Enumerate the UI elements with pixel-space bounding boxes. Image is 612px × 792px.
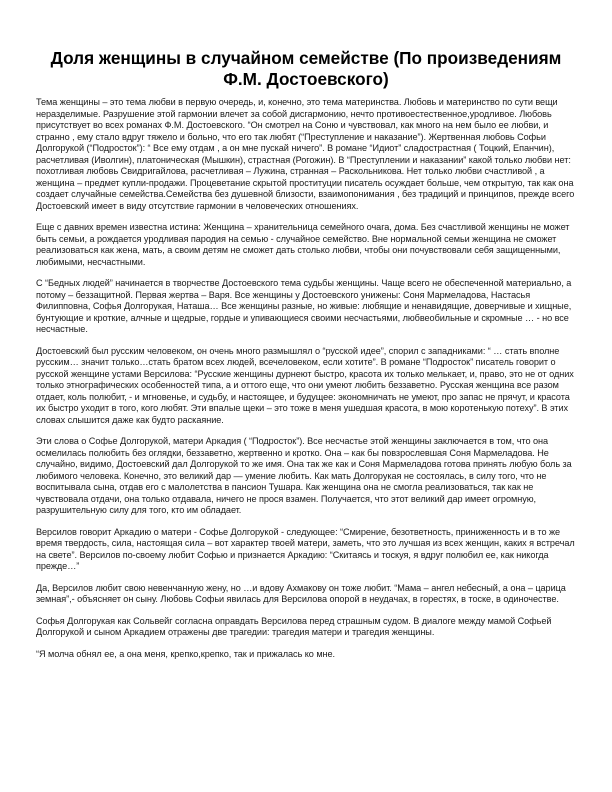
paragraph: Да, Версилов любит свою невенчанную жену, но …и вдову Ахмакову он тоже любит. “Мама – ангел небесный, а она – царица земная”,- объясняет он сыну. Любовь Софьи явилась для Версилова опорой в неудачах, в горестях, в тоске, в одиночестве. <box>36 582 566 604</box>
paragraph: Софья Долгорукая как Сольвейг согласна оправдать Версилова перед страшным судом. В диалоге между мамой Софьей Долгорукой и сыном Аркадием отражены две трагедии: трагедия матери и трагедия женщины. <box>36 615 552 637</box>
paragraph: Версилов говорит Аркадию о матери - Софье Долгорукой - следующее: “Смирение, безответность, приниженность и в то же время твердость, сила, настоящая сила – вот характер твоей матери, заметь, что это лучшая из всех женщин, каких я встречал на свете”. Версилов по-своему любит Софью и признается Аркадию: “Скитаясь и тоскуя, я вдруг полюбил ее, как никогда прежде…” <box>36 526 575 571</box>
paragraph: Еще с давних времен известна истина: Женщина – хранительница семейного очага, дома. Без счастливой женщины не может быть семьи, а рождается уродливая пародия на семью - случайное семейство. Вне нормальной семьи женщина не сможет реализоваться как жена, мать, а своим детям не сможет дать столько любви, чтобы они почувствовали себя защищенными, любимыми, несчастными. <box>36 222 570 267</box>
paragraph: Достоевский был русским человеком, он очень много размышлял о “русской идее”, спорил с западниками: “ … стать вполне русским… значит только…стать братом всех людей, всечеловеком, если хотите”. В романе “Подросток” писатель говорит о русской женщине устами Версилова: “Русские женщины дурнеют быстро, красота их только мелькает, и, право, это не от одних только этнографических особенностей типа, а и оттого еще, что они умеют любить беззаветно. Русская женщина все разом отдает, коль полюбит, - и мгновенье, и судьбу, и настоящее, и будущее: экономничать не умеют, про запас не прячут, и красота их быстро уходит в того, кого любят. Эти впалые щеки – это тоже в меня ушедшая красота, в мою коротенькую потеху”. В этих словах слышится даже как будто раскаяние. <box>36 345 574 425</box>
paragraph: Тема женщины – это тема любви в первую очередь, и, конечно, это тема материнства. Любовь и материнство по сути вещи неразделимые. Разрушение этой гармонии влечет за собой дисгармонию, нечто противоестественное,уродливое. Любовь присутствует во всех романах Ф.М. Достоевского. “Он смотрел на Соню и чувствовал, как много на нем было ее любви, и странно , ему стало вдруг тяжело и больно, что его так любят (“Преступление и наказание”). Жертвенная любовь Софьи Долгорукой (“Подросток”): “ Все ему отдам , а он мне пускай ничего”. В романе “Идиот” сладострастная ( Тоцкий, Епанчин), расчетливая (Иволгин), платоническая (Мышкин), страстная (Рогожин). В “Преступлении и наказании” какой только любви нет: похотливая любовь Свидригайлова, расчетливая – Лужина, странная – Раскольникова. Нет только любви счастливой , а женщина – предмет купли-продажи. Процеветание скрытой проституции писатель осуждает больше, чем открытую, так как она создает случайные семейства.Семейства без душевной близости, взаимопонимания , без традиций и принципов, прежде всего Достоевский имеет в виду отсутствие гармонии в человеческих отношениях. <box>36 97 575 211</box>
document-page <box>36 48 576 670</box>
paragraph: С “Бедных людей” начинается в творчестве Достоевского тема судьбы женщины. Чаще всего не обеспеченной материально, а потому – беззащитной. Первая жертва – Варя. Все женщины у Достоевского унижены: Соня Мармеладова, Настасья Филипповна, Софья Долгорукая, Наташа… Все женщины разные, но живые: любящие и ненавидящие, доверчивые и хищные, бунтующие и кроткие, алчные и щедрые, гордые и упивающиеся своими несчастьями, любвеобильные и скромные … - но все несчастные. <box>36 278 572 334</box>
paragraph: Эти слова о Софье Долгорукой, матери Аркадия ( “Подросток”). Все несчастье этой женщины заключается в том, что она осмелилась полюбить без оглядки, беззаветно, жертвенно и кротко. Она – как бы повзрослевшая Соня Мармеладова. Не случайно, видимо, Достоевский дал Долгорукой то же имя. Она так же как и Соня Мармеладова готова принять любую боль за любимого человека. Конечно, это великий дар — умение любить. Как мать Долгорукая не состоялась, в силу того, что не воспитывала сына, отдав его с малолетства в пансион Тушара. Как женщина она не смогла реализоваться, так как не чувствовала отдачи, она только отдавала, ничего не прося взамен. Получается, что этот великий дар имеет огромную, разрушительную силу для того, кто им обладает. <box>36 436 572 515</box>
paragraph: “Я молча обнял ее, а она меня, крепко,крепко, так и прижалась ко мне. <box>36 648 336 659</box>
document-title: Доля женщины в случайном семействе (По произведениям Ф.М. Достоевского) <box>50 48 562 89</box>
